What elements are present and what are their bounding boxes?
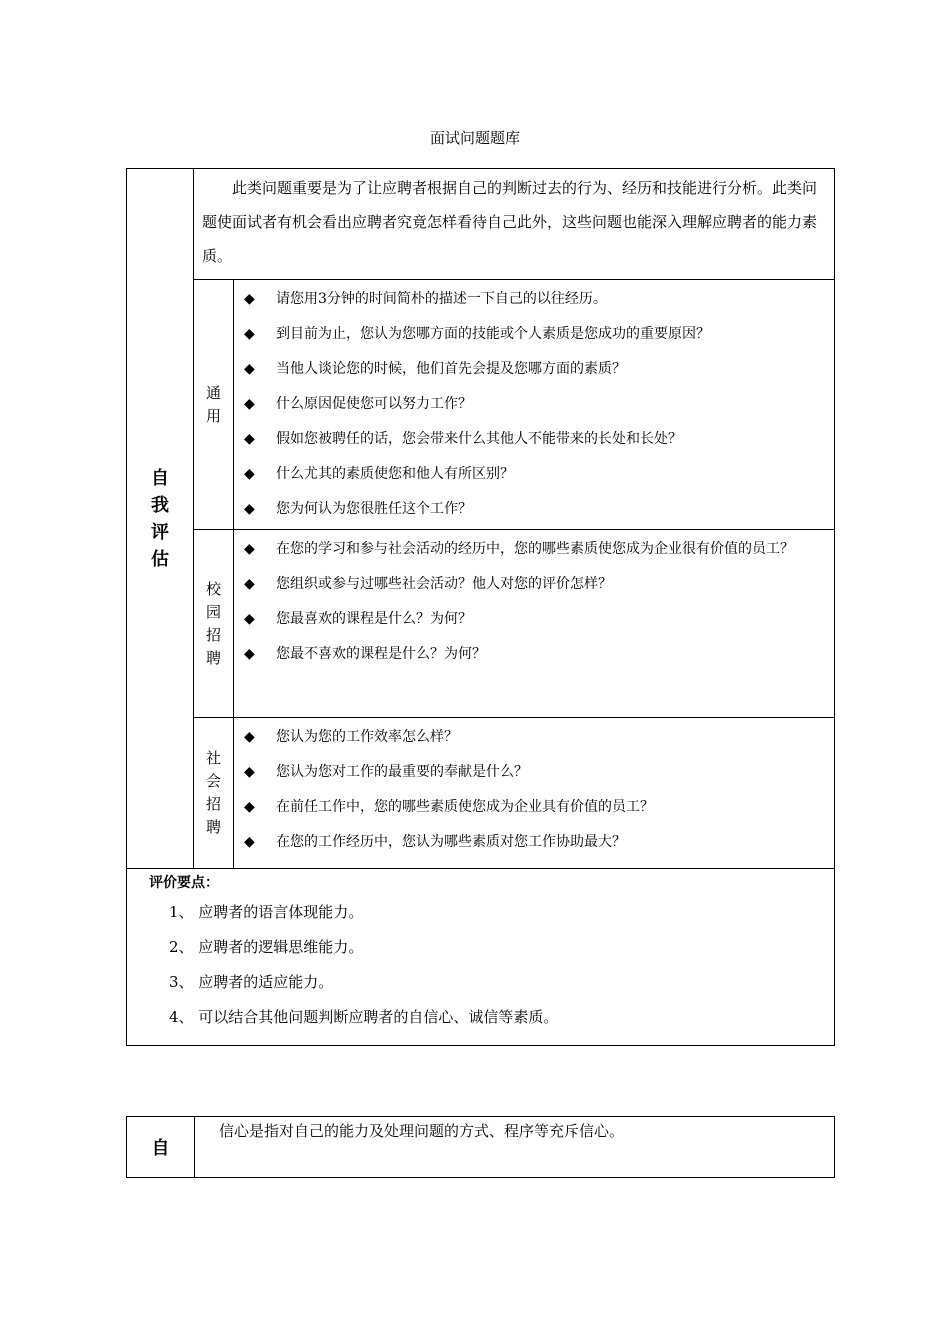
category-self-assessment [127,169,194,869]
page-title: 面试问题题库 [429,129,520,147]
category-confidence: 自 [127,1117,195,1178]
evaluation-point: 1、 应聘者的语言体现能力。 [169,903,364,921]
group-label-general [194,280,234,530]
evaluation-points [127,869,835,1046]
group-label-char: 招 [205,795,221,813]
question-list-social [234,718,835,869]
intro-text: 此类问题重要是为了让应聘者根据自己的判断过去的行为、经历和技能进行分析。此类问题使面试者有机会看出应聘者究竟怎样看待自己此外，这些问题也能深入理解应聘者的能力素质。 [194,169,835,280]
diamond-bullet-icon: ◆ [244,291,255,307]
confidence-table [126,1116,835,1178]
group-label-campus [194,530,234,718]
group-label-char: 招 [205,625,221,644]
question-item [244,637,828,672]
question-item [244,282,828,317]
group-label-char: 用 [205,406,221,425]
question-list-campus [234,530,835,718]
category-char: 我 [151,494,169,516]
diamond-bullet-icon: ◆ [244,501,255,517]
question-item [244,602,828,637]
question-text: 什么尤其的素质使您和他人有所区别？ [276,466,514,482]
group-label-char: 会 [205,772,221,790]
question-text: 当他人谈论您的时候，他们首先会提及您哪方面的素质？ [276,361,626,377]
question-list-general [234,280,835,530]
evaluation-point: 4、 可以结合其他问题判断应聘者的自信心、诚信等素质。 [169,1008,559,1026]
question-text: 请您用3分钟的时间简朴的描述一下自己的以往经历。 [276,291,607,307]
category-char: 估 [151,548,169,570]
evaluation-points-title: 评价要点： [149,875,219,891]
question-item [244,567,828,602]
diamond-bullet-icon: ◆ [244,729,255,745]
question-item [244,492,828,527]
diamond-bullet-icon: ◆ [244,361,255,377]
question-item [244,755,828,790]
group-label-char: 园 [205,602,221,621]
question-item [244,720,828,755]
question-text: 您认为您的工作效率怎么样？ [276,729,458,745]
question-text: 您组织或参与过哪些社会活动？他人对您的评价怎样？ [276,576,612,592]
diamond-bullet-icon: ◆ [244,541,255,557]
group-label-char: 聘 [205,648,221,667]
diamond-bullet-icon: ◆ [244,576,255,592]
evaluation-point: 2、 应聘者的逻辑思维能力。 [169,938,364,956]
group-label-social [194,718,234,869]
group-label-char: 通 [205,383,221,402]
question-text: 在前任工作中，您的哪些素质使您成为企业具有价值的员工？ [276,799,654,815]
question-item [244,352,828,387]
question-item [244,457,828,492]
question-text: 您为何认为您很胜任这个工作？ [276,501,472,517]
confidence-definition: 信心是指对自己的能力及处理问题的方式、程序等充斥信心。 [195,1117,835,1178]
diamond-bullet-icon: ◆ [244,326,255,342]
diamond-bullet-icon: ◆ [244,764,255,780]
question-item [244,422,828,457]
question-bank-table [126,168,835,1046]
diamond-bullet-icon: ◆ [244,431,255,447]
category-char: 自 [151,467,169,489]
group-label-char: 校 [205,579,221,598]
diamond-bullet-icon: ◆ [244,799,255,815]
diamond-bullet-icon: ◆ [244,834,255,850]
diamond-bullet-icon: ◆ [244,466,255,482]
evaluation-point: 3、 应聘者的适应能力。 [169,973,334,991]
group-label-char: 社 [205,749,221,767]
question-text: 您认为您对工作的最重要的奉献是什么？ [276,764,528,780]
diamond-bullet-icon: ◆ [244,646,255,662]
question-text: 在您的工作经历中，您认为哪些素质对您工作协助最大？ [276,834,626,850]
category-char: 评 [151,521,169,543]
question-text: 在您的学习和参与社会活动的经历中，您的哪些素质使您成为企业很有价值的员工？ [276,541,794,557]
question-item [244,790,828,825]
group-label-char: 聘 [205,818,221,836]
question-item [244,825,828,860]
question-text: 假如您被聘任的话，您会带来什么其他人不能带来的长处和长处？ [276,431,682,447]
question-text: 您最喜欢的课程是什么？为何？ [276,611,472,627]
question-text: 您最不喜欢的课程是什么？为何？ [276,646,486,662]
question-text: 什么原因促使您可以努力工作？ [276,396,472,412]
question-item [244,532,828,567]
question-item [244,317,828,352]
question-item [244,387,828,422]
question-text: 到目前为止，您认为您哪方面的技能或个人素质是您成功的重要原因？ [276,326,710,342]
diamond-bullet-icon: ◆ [244,396,255,412]
diamond-bullet-icon: ◆ [244,611,255,627]
